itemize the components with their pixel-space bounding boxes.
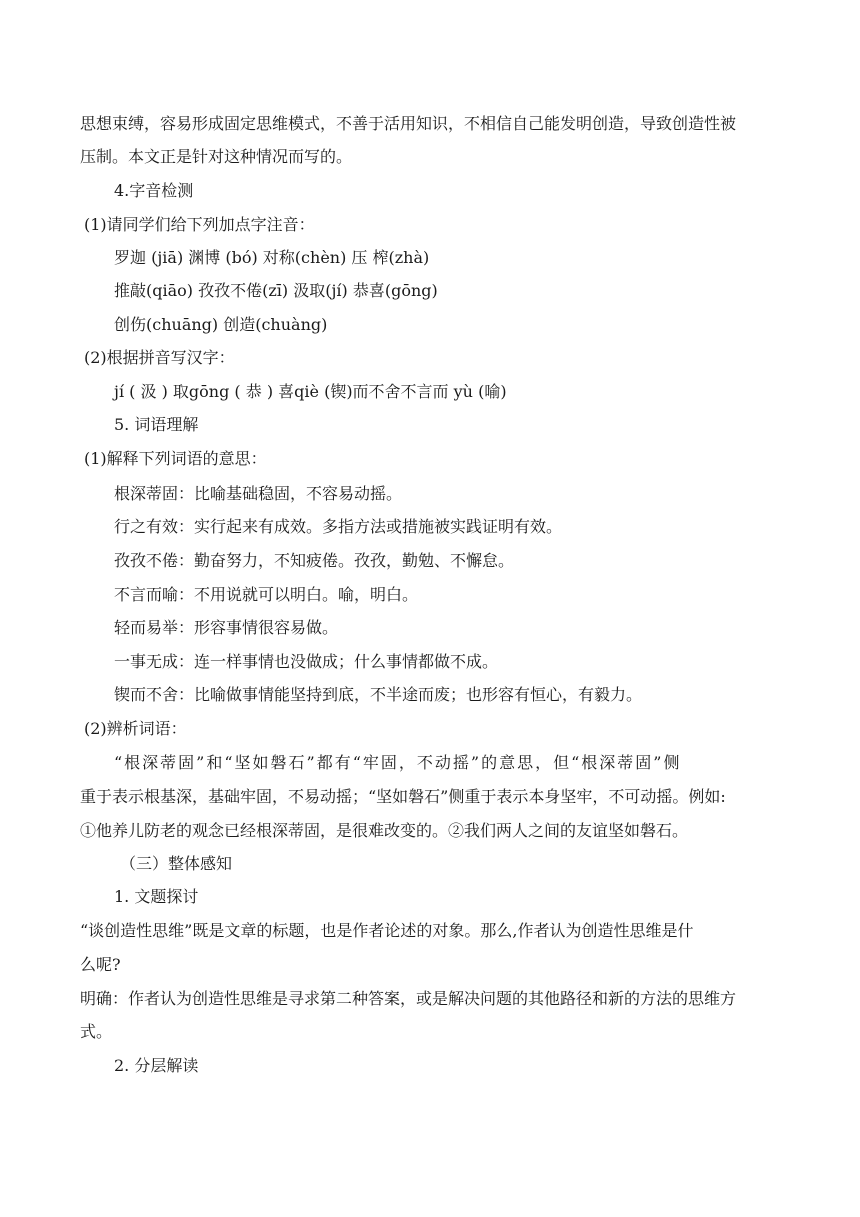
question-label: (2)辨析词语： [84, 719, 187, 738]
pinyin-line: 罗迦 (jiā) 渊博 (bó) 对称(chèn) 压 榨(zhà) [114, 248, 430, 267]
pinyin-line: 推敲(qiāo) 孜孜不倦(zī) 汲取(jí) 恭喜(gōng) [114, 281, 438, 300]
definition-line: 锲而不舍：比喻做事情能坚持到底，不半途而废；也形容有恒心，有毅力。 [114, 685, 643, 704]
definition-line: 不言而喻：不用说就可以明白。喻，明白。 [114, 585, 419, 604]
section-heading: 1. 文题探讨 [114, 887, 199, 906]
definition-line: 轻而易举：形容事情很容易做。 [114, 618, 339, 637]
definition-line: 孜孜不倦：勤奋努力，不知疲倦。孜孜，勤勉、不懈怠。 [114, 551, 515, 570]
body-text-line: 明确：作者认为创造性思维是寻求第二种答案，或是解决问题的其他路径和新的方法的思维方 [80, 989, 737, 1008]
body-text-line: 么呢? [80, 955, 121, 974]
body-text-line: “根深蒂固”和“坚如磐石”都有“牢固，不动摇”的意思，但“根深蒂固”侧 [114, 753, 682, 772]
question-label: (1)解释下列词语的意思： [84, 449, 267, 468]
pinyin-line: 创伤(chuāng) 创造(chuàng) [114, 315, 328, 334]
body-text-line: 思想束缚，容易形成固定思维模式，不善于活用知识，不相信自己能发明创造，导致创造性被 [80, 114, 737, 133]
section-heading: （三）整体感知 [120, 854, 233, 873]
body-text-line: 压制。本文正是针对这种情况而写的。 [80, 147, 353, 166]
section-heading: 2. 分层解读 [114, 1056, 199, 1075]
body-text-line: 重于表示根基深，基础牢固，不易动摇；“坚如磐石”侧重于表示本身坚牢，不可动摇。例如: [80, 787, 726, 806]
body-text-line: 式。 [80, 1022, 113, 1041]
question-label: (2)根据拼音写汉字： [84, 348, 235, 367]
pinyin-line: jí ( 汲 ) 取gōng ( 恭 ) 喜qiè (锲)而不舍不言而 yù (喻) [114, 382, 507, 401]
definition-line: 行之有效：实行起来有成效。多指方法或措施被实践证明有效。 [114, 517, 563, 536]
definition-line: 一事无成：连一样事情也没做成；什么事情都做不成。 [114, 652, 499, 671]
section-heading: 5. 词语理解 [114, 415, 199, 434]
definition-line: 根深蒂固：比喻基础稳固，不容易动摇。 [114, 484, 403, 503]
question-label: (1)请同学们给下列加点字注音： [84, 215, 315, 234]
section-heading: 4.字音检测 [114, 181, 194, 200]
body-text-line: ①他养儿防老的观念已经根深蒂固，是很难改变的。②我们两人之间的友谊坚如磐石。 [80, 821, 689, 840]
body-text-line: “谈创造性思维”既是文章的标题，也是作者论述的对象。那么,作者认为创造性思维是什 [80, 921, 694, 940]
